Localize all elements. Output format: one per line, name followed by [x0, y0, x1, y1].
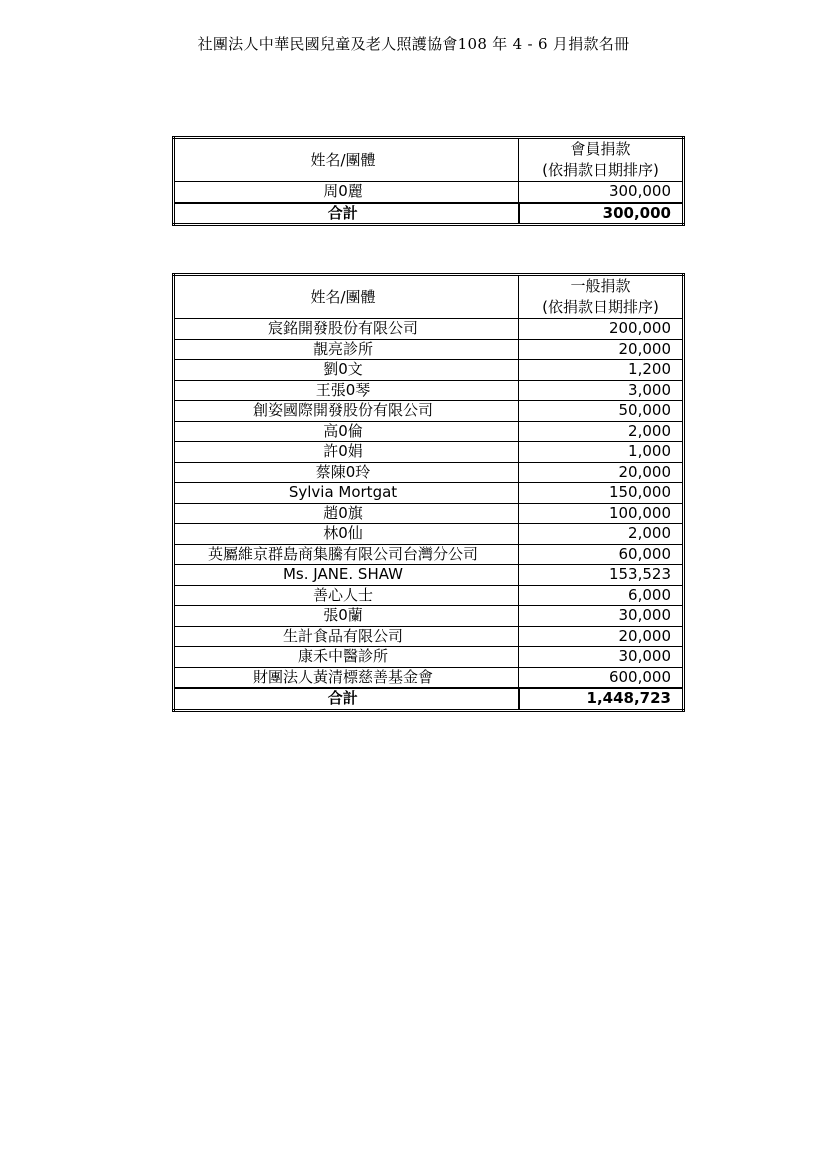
- table-row: [174, 565, 684, 586]
- table-header-row: [174, 138, 684, 182]
- donation-amount: 20,000: [519, 626, 684, 647]
- table-row: [174, 483, 684, 504]
- amount-header-line2: (依捐款日期排序): [542, 298, 659, 316]
- donor-name: 靚亮診所: [174, 339, 519, 360]
- member-donation-table-body: [174, 138, 684, 225]
- donation-amount: 3,000: [519, 380, 684, 401]
- donation-amount: 1,000: [519, 442, 684, 463]
- donation-amount: 2,000: [519, 421, 684, 442]
- donor-name: 財團法人黃清標慈善基金會: [174, 667, 519, 688]
- total-row: [174, 203, 684, 225]
- donation-amount: 20,000: [519, 339, 684, 360]
- table-row: [174, 401, 684, 422]
- table-row: [174, 360, 684, 381]
- donation-amount: 200,000: [519, 319, 684, 340]
- donor-name: 創姿國際開發股份有限公司: [174, 401, 519, 422]
- amount-header-line1: 一般捐款: [570, 277, 631, 295]
- table-row: [174, 626, 684, 647]
- donor-name: 王張0琴: [174, 380, 519, 401]
- name-column-header: 姓名/團體: [174, 138, 519, 182]
- donor-name: 周0麗: [174, 182, 519, 203]
- total-label: 合計: [174, 203, 519, 225]
- donor-name: 高0倫: [174, 421, 519, 442]
- table-header-row: [174, 275, 684, 319]
- table-row: [174, 319, 684, 340]
- total-label: 合計: [174, 688, 519, 710]
- donation-amount: 50,000: [519, 401, 684, 422]
- donation-amount: 1,200: [519, 360, 684, 381]
- table-row: [174, 442, 684, 463]
- table-row: [174, 339, 684, 360]
- donor-name: 林0仙: [174, 524, 519, 545]
- total-amount: 300,000: [519, 203, 684, 225]
- donor-name: Sylvia Mortgat: [174, 483, 519, 504]
- donation-amount: 6,000: [519, 585, 684, 606]
- amount-column-header: [519, 138, 684, 182]
- donor-name: 善心人士: [174, 585, 519, 606]
- table-row: [174, 647, 684, 668]
- member-donation-table: [172, 136, 685, 226]
- name-column-header: 姓名/團體: [174, 275, 519, 319]
- donor-name: 蔡陳0玲: [174, 462, 519, 483]
- donor-name: 康禾中醫診所: [174, 647, 519, 668]
- amount-header-line1: 會員捐款: [570, 140, 631, 158]
- donor-name: 張0蘭: [174, 606, 519, 627]
- table-row: [174, 380, 684, 401]
- donation-amount: 150,000: [519, 483, 684, 504]
- table-row: [174, 462, 684, 483]
- donor-name: 宸銘開發股份有限公司: [174, 319, 519, 340]
- donation-amount: 100,000: [519, 503, 684, 524]
- donor-name: 趙0旗: [174, 503, 519, 524]
- donation-amount: 300,000: [519, 182, 684, 203]
- donor-name: 生計食品有限公司: [174, 626, 519, 647]
- donation-amount: 20,000: [519, 462, 684, 483]
- donation-amount: 153,523: [519, 565, 684, 586]
- page-title: 社團法人中華民國兒童及老人照護協會108 年 4 - 6 月捐款名冊: [197, 35, 630, 53]
- donation-amount: 60,000: [519, 544, 684, 565]
- donor-name: 劉0文: [174, 360, 519, 381]
- table-row: [174, 182, 684, 203]
- amount-header-line2: (依捐款日期排序): [542, 161, 659, 179]
- table-row: [174, 667, 684, 688]
- amount-column-header: [519, 275, 684, 319]
- table-row: [174, 544, 684, 565]
- general-donation-table: [172, 273, 685, 712]
- general-donation-table-body: [174, 275, 684, 711]
- donor-name: Ms. JANE. SHAW: [174, 565, 519, 586]
- table-row: [174, 606, 684, 627]
- table-row: [174, 503, 684, 524]
- total-amount: 1,448,723: [519, 688, 684, 710]
- table-row: [174, 585, 684, 606]
- table-row: [174, 421, 684, 442]
- total-row: [174, 688, 684, 710]
- donation-amount: 30,000: [519, 606, 684, 627]
- donation-amount: 30,000: [519, 647, 684, 668]
- table-row: [174, 524, 684, 545]
- donation-amount: 600,000: [519, 667, 684, 688]
- donation-amount: 2,000: [519, 524, 684, 545]
- donor-name: 許0娟: [174, 442, 519, 463]
- donor-name: 英屬維京群島商集騰有限公司台灣分公司: [174, 544, 519, 565]
